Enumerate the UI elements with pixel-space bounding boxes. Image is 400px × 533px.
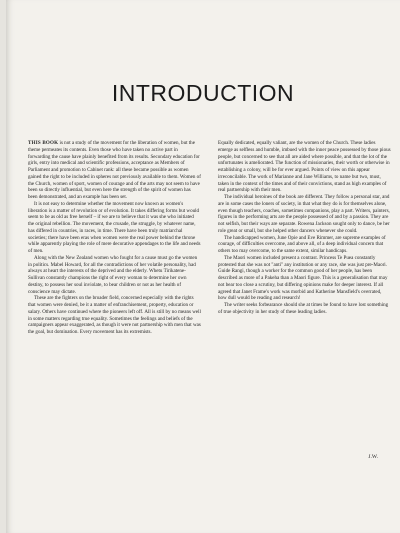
- lead-in: THIS BOOK: [28, 140, 59, 146]
- paragraph: The individual heroines of the book are different. They follow a personal star, and are in some cases the loners of society, in that what they do is for themselves alone, even though teachers, coaches, sometimes companions, play a part. Writers, painters, figures in the performing arts are the people possessed of and by a passion. They are not selfish, but their ways are separate. Rowena Jackson sought only to dance, be her role great or small, but she helped other dancers whenever she could.: [218, 194, 390, 234]
- paragraph: These are the fighters on the broader field, concerned especially with the rights that women were denied, be it a matter of enfranchisement, property, education or salary. Others have continued where the pioneers left off. All is still by no means well in some matters regarding true equality. Sometimes the feelings and beliefs of the campaigners appear exaggerated, as though it were not partnership with men that was the goal, but domination. Every movement has its extremists.: [28, 295, 201, 335]
- paragraph: It is not easy to determine whether the movement now known as women's liberation is a matter of revolution or of evolution. It takes differing forms but would seem to be as old as free herself – if we are to believe that it was she who initiated the original rebellion. The movement, the crusade, the struggle, by whatever name, has differed in countries, in races, in time. There have been truly matriarchal societies; there have been eras when women were the real power behind the throne while apparently playing the role of mere decorative appendages to the life and needs of men.: [28, 200, 201, 254]
- right-column: [218, 140, 391, 316]
- paragraph: The Maori women included present a contrast. Princess Te Puea constantly protested that she was not "anti" any institution or any race, she was just pre-Maori. Guide Rangi, though a worker for the common good of her people, has been described as more of a Pakeha than a Maori figure. This is a generalisation that may not bear too close a scrutiny, but differing opinions make for deeper interest. If all agreed that Janet Frame's work was morbid and Katherine Mansfield's overrated, how dull would be reading and research!: [218, 254, 388, 302]
- left-column: [28, 140, 201, 336]
- paragraph: [28, 140, 201, 201]
- paragraph: Along with the New Zealand women who fought for a cause must go the women in politics. Mabel Howard, for all the contradictions of her volatile personality, had always at heart the interests of the deprived and the elderly. Whetu Tirikatene-Sullivan constantly champions the right of every woman to determine her own destiny, to possess her soul inviolate, to bear children or not as her health of conscience may dictate.: [28, 254, 198, 295]
- paragraph: Equally dedicated, equally valiant, are the women of the Church. These ladies emerge as selfless and humble, imbued with the inner peace possessed by those pious people, but concerned to see that all are aided where possible, and that the lot of the unfortunates is ameliorated. The function of missionaries, their worth or otherwise in establishing a colony, will be for ever argued. Points of view on this appear irreconcilable. The work of Marianne and Jane Williams, to name but two, must, taken in the context of the times and of their convictions, stand as high examples of real partnership with their men.: [218, 140, 391, 194]
- book-page: [6, 0, 400, 533]
- paragraph: The writer seeks forbearance should she at times be found to have lost something of true objectivity in her study of these leading ladies.: [218, 302, 389, 315]
- author-initials: J.W.: [368, 454, 378, 460]
- paragraph-text: is not a study of the movement for the liberation of women, but the theme permeates its contents. Even those who have taken no active part in forwarding the cause have plainly benefited from its results. Secondary education for girls, entry into medical and scientific professions, acceptance as Members of Parliament and promotion to Cabinet rank: all these became possible as women gained the right to be included in spheres not previously available to them. Women of the Church, women of sport, women of courage and of the arts may not seem to have been so directly influential, but even here the strength of the spirit of women has been demonstrated, and an example has been set.: [28, 140, 201, 200]
- paragraph: The handicapped women, June Opie and Eve Rimmer, are supreme examples of courage, of difficulties overcome, and above all, of a deep individual concern that others too may overcome, to the same extent, similar handicaps.: [218, 234, 386, 254]
- page-title: INTRODUCTION: [111, 80, 295, 106]
